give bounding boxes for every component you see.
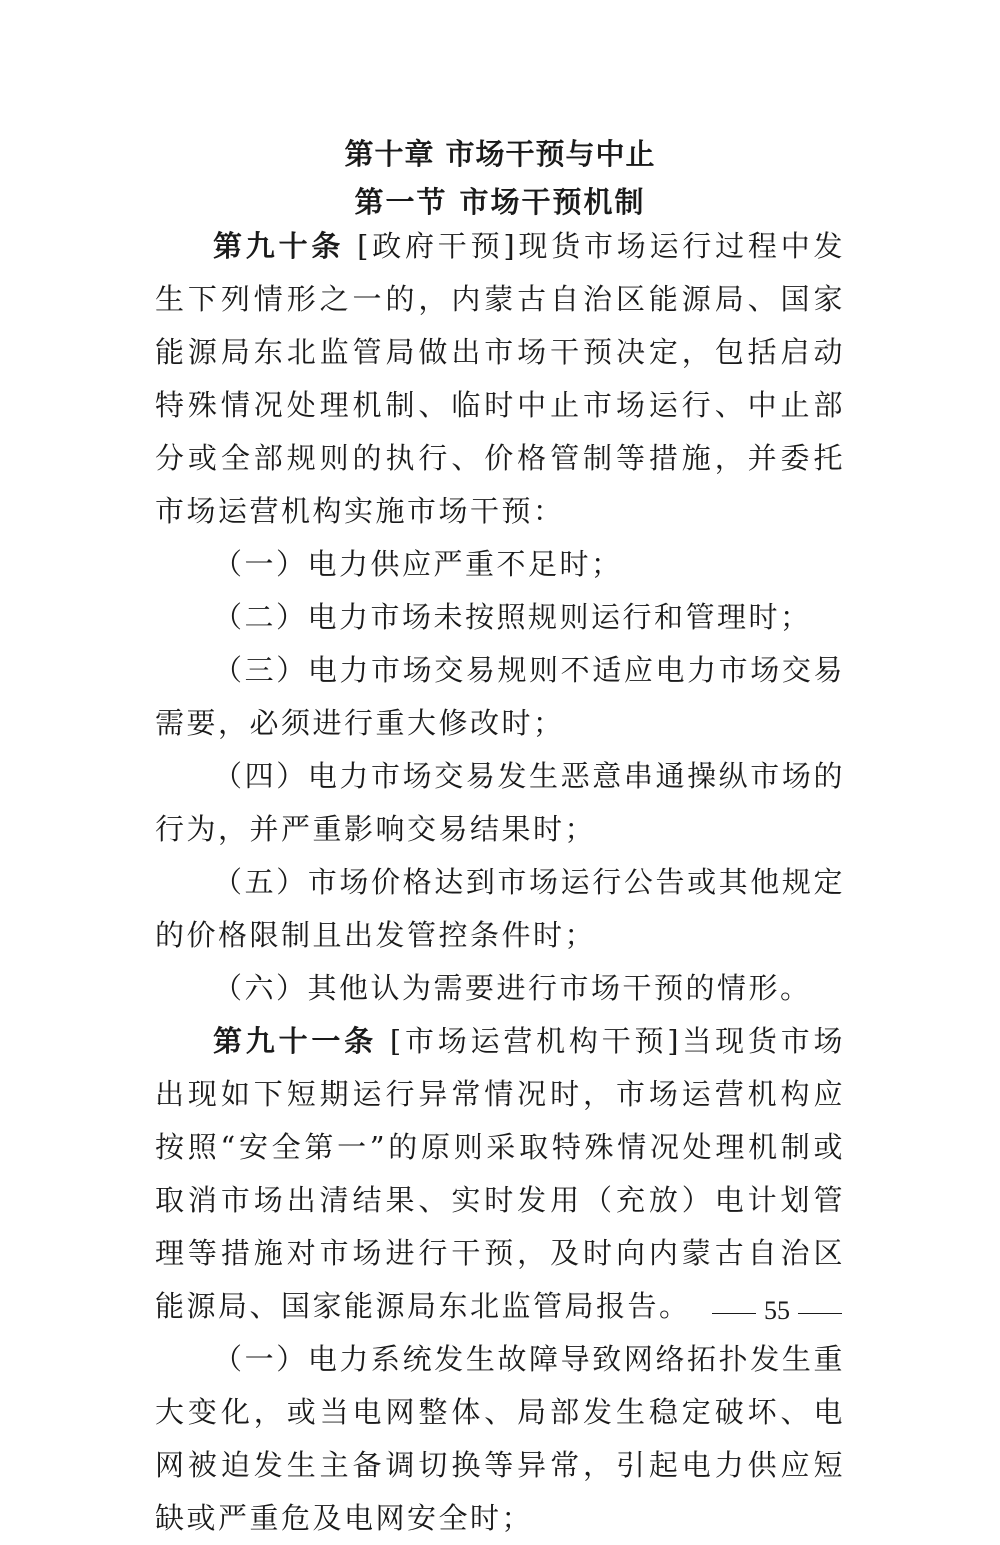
- paragraph: [155, 962, 845, 1015]
- paragraph-text: （二）电力市场未按照规则运行和管理时；: [213, 600, 812, 634]
- section-title: 第一节 市场干预机制: [354, 185, 646, 219]
- article-number: 第九十条: [213, 229, 345, 263]
- paragraph-text: （三）电力市场交易规则不适应电力市场交易需要，必须进行重大修改时；: [155, 653, 845, 740]
- document-body: [155, 220, 845, 1545]
- paragraph-text: （六）其他认为需要进行市场干预的情形。: [213, 971, 812, 1005]
- dash-right: [798, 1313, 842, 1314]
- paragraph: [155, 1333, 845, 1545]
- dash-left: [712, 1313, 756, 1314]
- paragraph: [155, 644, 845, 750]
- paragraph-text: [政府干预]现货市场运行过程中发生下列情形之一的，内蒙古自治区能源局、国家能源局东北监管局做出市场干预决定，包括启动特殊情况处理机制、临时中止市场运行、中止部分或全部规则的执行、价格管制等措施，并委托市场运营机构实施市场干预：: [155, 229, 845, 528]
- page-number: 55: [764, 1296, 790, 1325]
- chapter-title: 第十章 市场干预与中止: [344, 137, 656, 171]
- article-number: 第九十一条: [213, 1024, 377, 1058]
- paragraph: [155, 538, 845, 591]
- paragraph: [155, 220, 845, 538]
- paragraph-text: （一）电力系统发生故障导致网络拓扑发生重大变化，或当电网整体、局部发生稳定破坏、电网被迫发生主备调切换等异常，引起电力供应短缺或严重危及电网安全时；: [155, 1342, 845, 1535]
- paragraph: [155, 750, 845, 856]
- paragraph: [155, 856, 845, 962]
- paragraph-text: （五）市场价格达到市场运行公告或其他规定的价格限制且出发管控条件时；: [155, 865, 845, 952]
- paragraph-text: （一）电力供应严重不足时；: [213, 547, 623, 581]
- page-number-block: [704, 1296, 850, 1326]
- paragraph-text: （四）电力市场交易发生恶意串通操纵市场的行为，并严重影响交易结果时；: [155, 759, 845, 846]
- paragraph: [155, 1015, 845, 1333]
- paragraph: [155, 591, 845, 644]
- page-footer: [0, 1296, 1000, 1326]
- paragraph-text: [市场运营机构干预]当现货市场出现如下短期运行异常情况时，市场运营机构应按照“安全第一”的原则采取特殊情况处理机制或取消市场出清结果、实时发用（充放）电计划管理等措施对市场进行干预，及时向内蒙古自治区能源局、国家能源局东北监管局报告。: [155, 1024, 845, 1323]
